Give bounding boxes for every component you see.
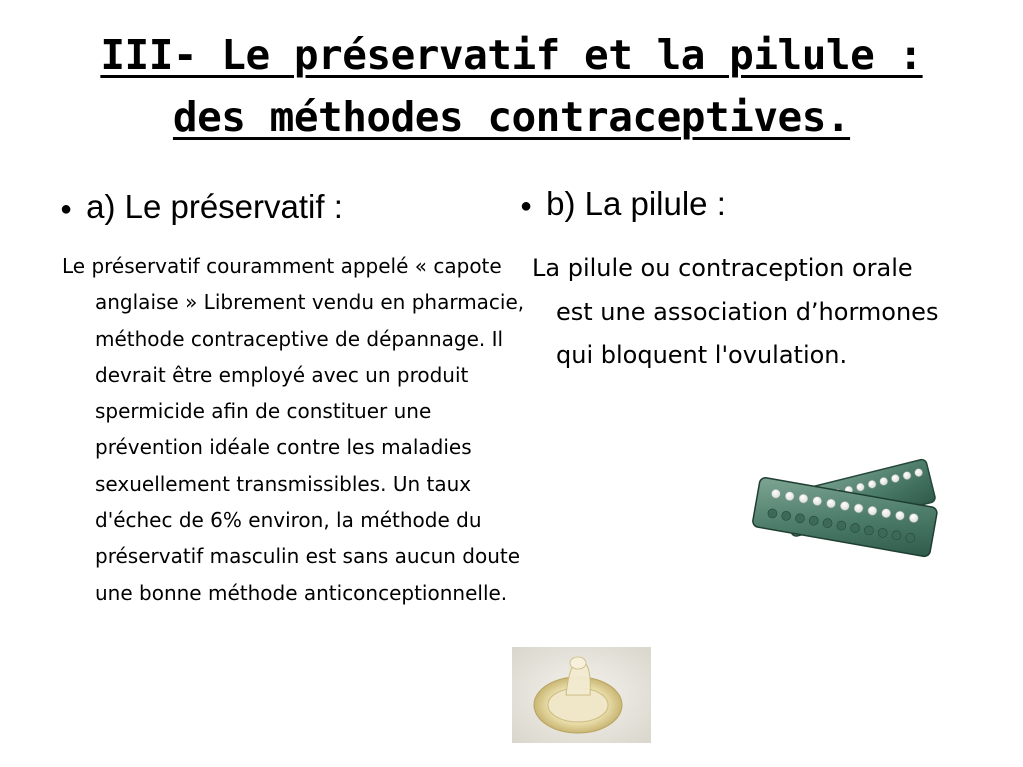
section-heading-pill-label: b) La pilule : xyxy=(546,185,726,222)
bullet-icon: ● xyxy=(520,195,533,217)
pill-pack-image xyxy=(744,452,940,564)
slide-title-line1: III- Le préservatif et la pilule : xyxy=(100,31,923,79)
condom-image xyxy=(512,647,651,743)
slide-title xyxy=(0,24,1023,148)
pill-description: La pilule ou contraception orale est une association d’hormones qui bloquent l'ovulation. xyxy=(532,254,939,369)
section-heading-pill xyxy=(520,184,726,224)
bullet-icon: ● xyxy=(60,198,73,220)
section-heading-condom xyxy=(60,187,343,227)
condom-description: Le préservatif couramment appelé « capote anglaise » Librement vendu en pharmacie, méthode contraceptive de dépannage. Il devrait être employé avec un produit spermicide afin de constituer une prévention idéale contre les maladies sexuellement transmissibles. Un taux d'échec de 6% environ, la méthode du préservatif masculin est sans aucun doute une bonne méthode anticonceptionnelle. xyxy=(62,254,525,605)
slide-title-line2: des méthodes contraceptives. xyxy=(172,93,851,141)
section-heading-condom-label: a) Le préservatif : xyxy=(86,188,343,225)
